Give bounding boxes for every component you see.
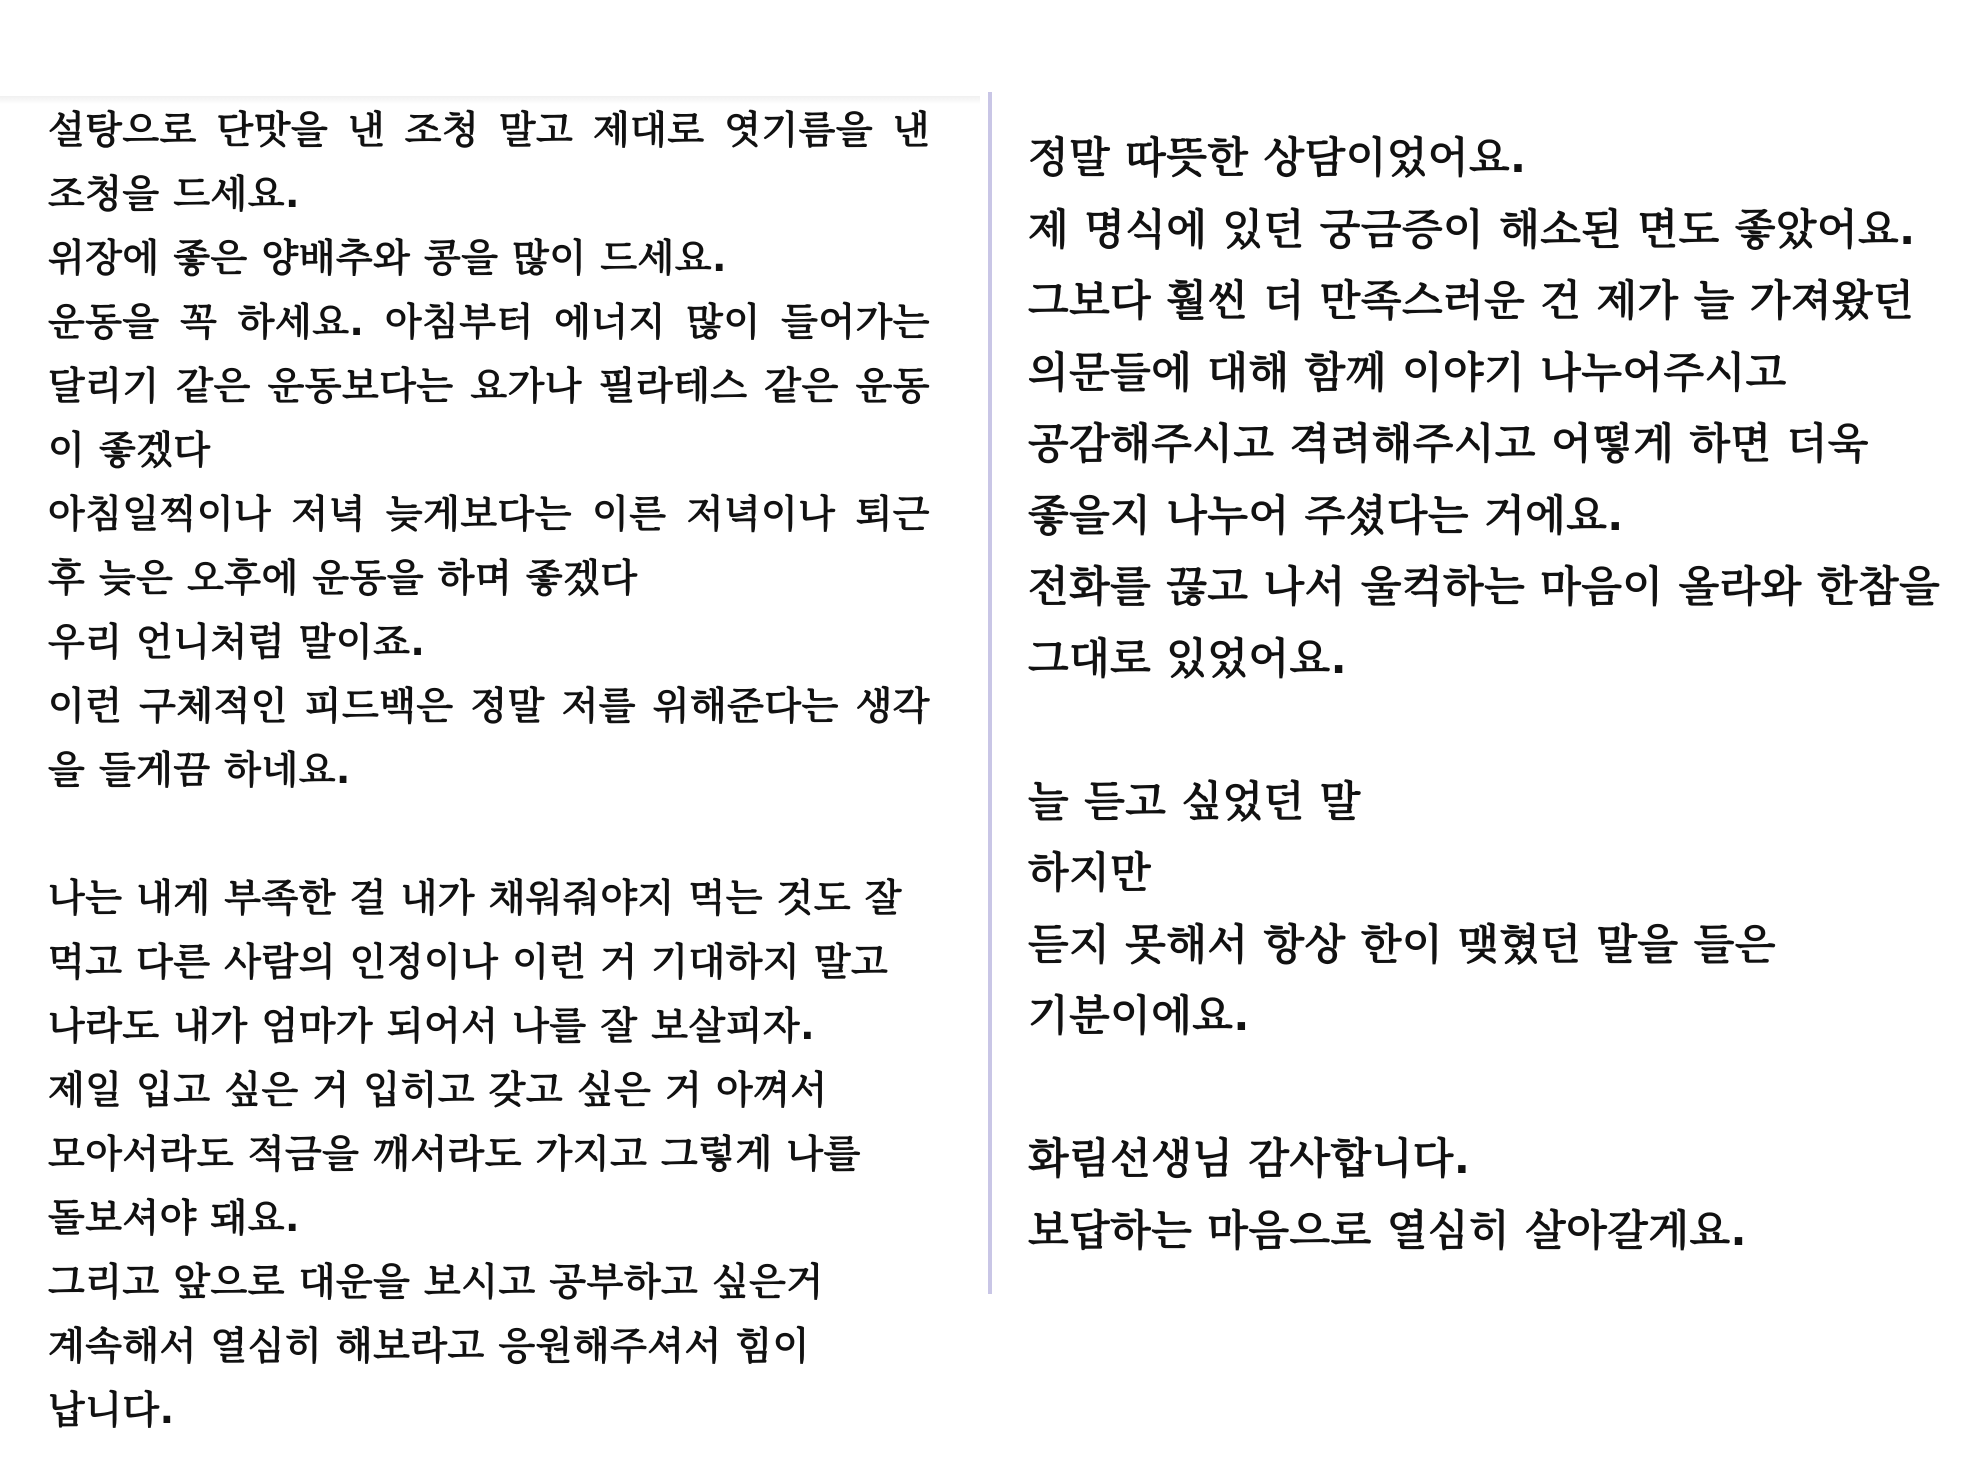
text-line: 제일 입고 싶은 거 입히고 갖고 싶은 거 아껴서 [48,1068,828,1112]
text-line: 을 들게끔 하네요. [48,748,351,792]
text-line: 공감해주시고 격려해주시고 어떻게 하면 더욱 [1028,419,1869,468]
text-line: 아침일찍이나 저녁 늦게보다는 이른 저녁이나 퇴근 [48,492,930,536]
paragraph-gap [1028,694,1978,766]
paragraph-gap [1028,1052,1978,1124]
text-line: 좋을지 나누어 주셨다는 거에요. [1028,490,1624,540]
text-line: 위장에 좋은 양배추와 콩을 많이 드세요. [48,236,727,280]
left-text-column [48,98,948,1442]
text-line: 그리고 앞으로 대운을 보시고 공부하고 싶은거 [48,1260,824,1304]
right-text-column [1028,122,1978,1266]
text-line: 이런 구체적인 피드백은 정말 저를 위해준다는 생각 [48,684,930,728]
text-line: 늘 듣고 싶었던 말 [1028,776,1361,826]
text-line: 계속해서 열심히 해보라고 응원해주셔서 힘이 [48,1324,810,1368]
text-line: 달리기 같은 운동보다는 요가나 필라테스 같은 운동 [48,364,930,408]
paragraph-gap [48,802,948,866]
text-line: 우리 언니처럼 말이죠. [48,620,426,664]
text-line: 납니다. [48,1388,175,1432]
text-line: 의문들에 대해 함께 이야기 나누어주시고 [1028,347,1787,397]
text-line: 그대로 있었어요. [1028,633,1348,683]
text-line: 그보다 훨씬 더 만족스러운 건 제가 늘 가져왔던 [1028,276,1915,325]
text-line: 이 좋겠다 [48,428,211,472]
text-line: 전화를 끊고 나서 울컥하는 마음이 올라와 한참을 [1028,562,1941,611]
text-line: 화림선생님 감사합니다. [1028,1134,1471,1183]
text-line: 보답하는 마음으로 열심히 살아갈게요. [1028,1205,1747,1255]
text-line: 조청을 드세요. [48,172,300,216]
text-line: 제 명식에 있던 궁금증이 해소된 면도 좋았어요. [1028,204,1916,254]
text-line: 후 늦은 오후에 운동을 하며 좋겠다 [48,556,638,600]
text-line: 하지만 [1028,848,1152,897]
text-line: 모아서라도 적금을 깨서라도 가지고 그렇게 나를 [48,1132,861,1176]
text-line: 듣지 못해서 항상 한이 맺혔던 말을 들은 [1028,919,1776,969]
text-line: 기분이에요. [1028,991,1250,1040]
text-line: 설탕으로 단맛을 낸 조청 말고 제대로 엿기름을 낸 [48,108,930,152]
column-divider [988,92,992,1294]
text-line: 운동을 꼭 하세요. 아침부터 에너지 많이 들어가는 [48,300,930,344]
text-line: 돌보셔야 돼요. [48,1196,300,1240]
text-line: 나라도 내가 엄마가 되어서 나를 잘 보살피자. [48,1004,816,1048]
text-line: 먹고 다른 사람의 인정이나 이런 거 기대하지 말고 [48,940,889,984]
text-line: 나는 내게 부족한 걸 내가 채워줘야지 먹는 것도 잘 [48,876,902,920]
text-line: 정말 따뜻한 상담이었어요. [1028,133,1527,182]
